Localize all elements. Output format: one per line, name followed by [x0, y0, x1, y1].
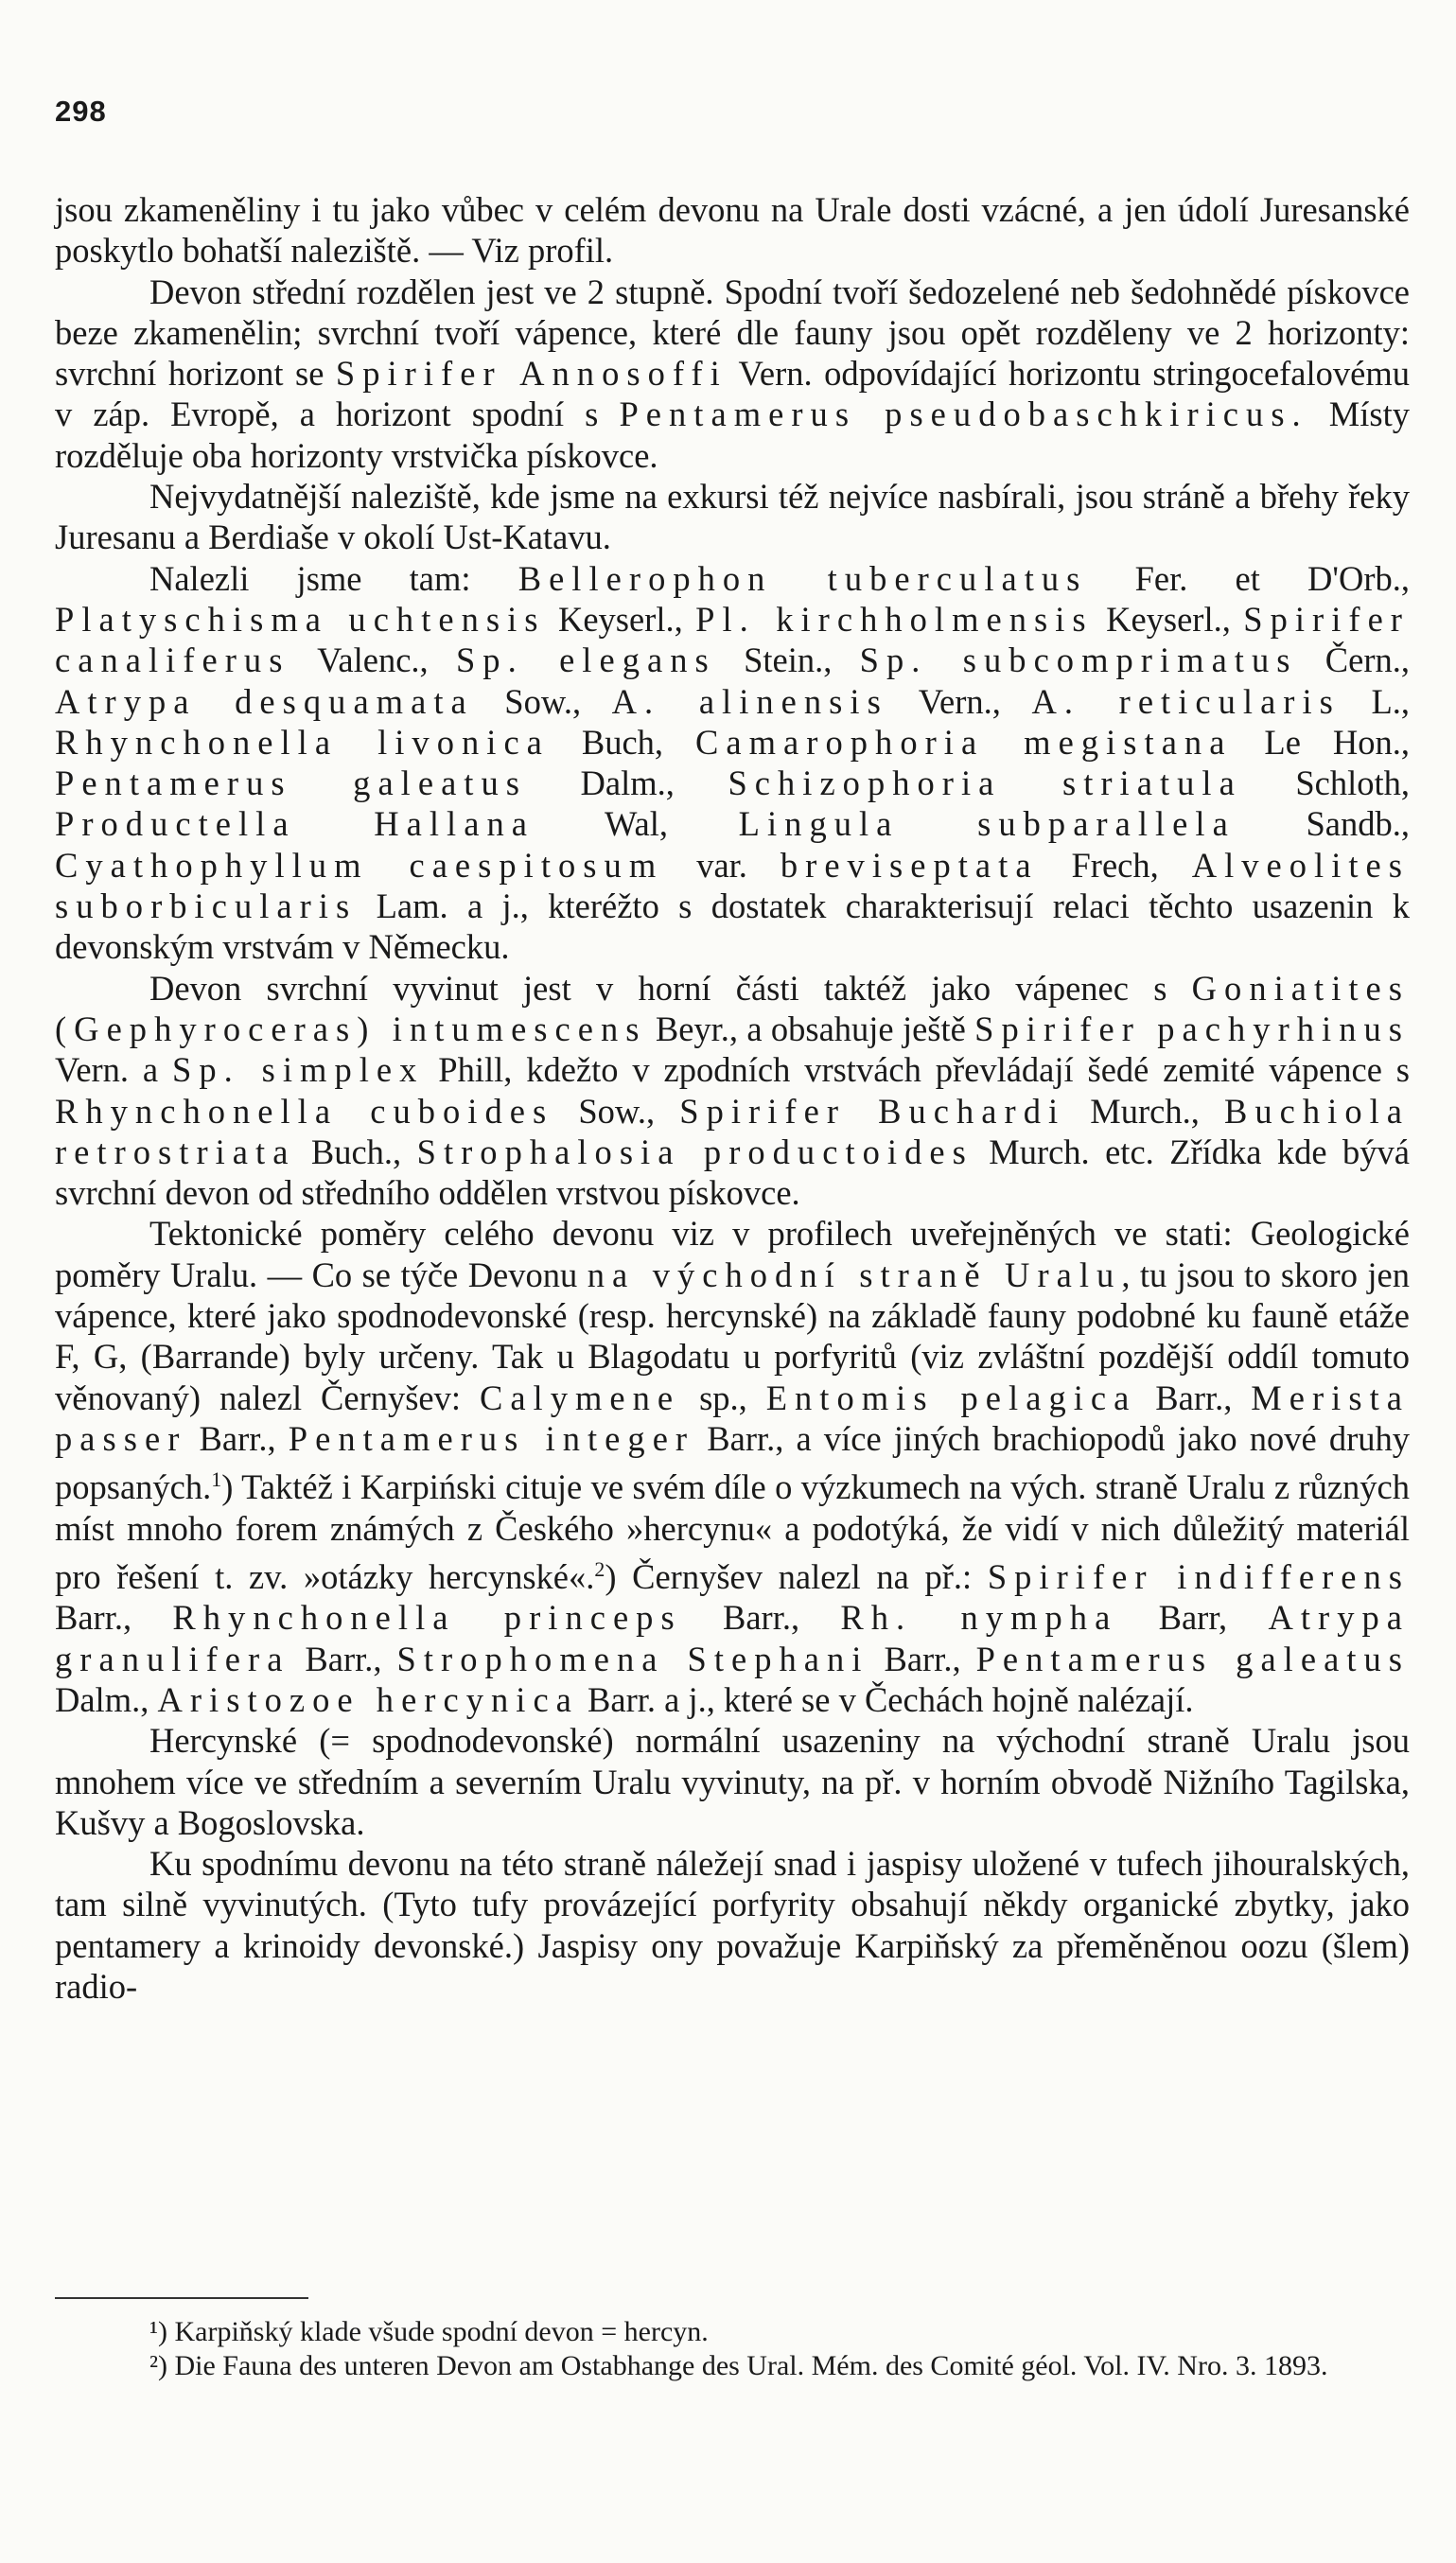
taxon-name: Cyathophyllum caespitosum [55, 845, 664, 885]
text-run: Čern., [1297, 641, 1410, 680]
taxon-name: Goniatites (Gephyroceras) intumescens [55, 968, 1410, 1048]
text-run: Vern. a [55, 1050, 172, 1090]
paragraph [55, 1843, 1410, 2007]
taxon-name: Aristozoe hercynica [157, 1680, 579, 1719]
taxon-name: Merista passer [55, 1378, 1410, 1458]
taxon-name: Rhynchonella cuboides [55, 1091, 554, 1131]
text-run: Devon svrchní vyvinut jest v horní části taktéž jako vápenec s [149, 968, 1192, 1008]
taxon-name: Pl. kirchholmensis [695, 599, 1094, 639]
text-run: Barr., [186, 1418, 289, 1458]
taxon-name: A. reticularis [1031, 681, 1341, 721]
taxon-name: Pentamerus galeatus [55, 764, 527, 803]
text-run: Stein., [715, 641, 860, 680]
taxon-name: Rh. nympha [840, 1598, 1118, 1638]
paragraph [55, 1720, 1410, 1843]
taxon-name: Spirifer pachyrhinus [974, 1009, 1410, 1048]
text-run: Vern., [887, 681, 1032, 721]
text-run: ) Černyšev nalezl na př.: [605, 1557, 988, 1597]
footnote-ref: 2 [594, 1556, 605, 1581]
taxon-name: Spirifer canaliferus [55, 599, 1410, 680]
taxon-name: Entomis pelagica [765, 1378, 1137, 1417]
taxon-name: Sp. simplex [171, 1050, 425, 1090]
text-run: Ku spodnímu devonu na této straně náležejí snad i jaspisy uložené v tufech jihouralských, tam silně vyvinutých. (Tyto tufy provázející porfyrity obsahují někdy organické zbytky, jako pentamery a krinoidy devonské.) Jaspisy ony považuje Karpiňský za přeměněnou oozu (šlem) radio- [55, 1844, 1410, 2007]
text-run: Tektonické poměry celého devonu viz v profilech uveřejněných ve stati: Geologické poměry Uralu. — Co se týče Devonu [55, 1214, 1410, 1294]
footnote [55, 2349, 1410, 2383]
text-run: Frech, [1038, 845, 1192, 885]
body-text [55, 189, 1410, 2007]
text-run: var. [663, 845, 781, 885]
taxon-name: Camarophoria megistana [695, 722, 1233, 762]
text-run: Barr., [868, 1639, 976, 1678]
footnote-divider [55, 2297, 308, 2299]
taxon-name: Rhynchonella princeps [172, 1598, 682, 1638]
taxon-name: Bellerophon tuberculatus [517, 558, 1088, 598]
text-run: Valenc., [289, 641, 456, 680]
paragraph [55, 558, 1410, 968]
taxon-name: Calymene [479, 1378, 681, 1417]
taxon-name: Strophomena Stephani [396, 1639, 869, 1678]
taxon-name: Productella Hallana [55, 804, 535, 844]
taxon-name: Schizophoria striatula [728, 764, 1242, 803]
text-run: Barr, [1117, 1598, 1269, 1638]
taxon-name: Buchiola retrostriata [55, 1091, 1411, 1171]
taxon-name: Pentamerus pseudobaschkiricus. [619, 395, 1308, 434]
text-run: Dalm., [527, 764, 728, 803]
taxon-name: Alveolites suborbicularis [55, 845, 1411, 926]
text-run: Lam. a j., kteréžto s dostatek charakterisují relaci těchto usazenin k devonským vrstvám v Německu. [55, 887, 1410, 967]
text-run: Murch., [1065, 1091, 1224, 1131]
footnote-text: ) Karpiňský klade všude spodní devon = hercyn. [158, 2316, 709, 2347]
text-run: Phill, kdežto v zpodních vrstvách převládají šedé zemité vápence s [424, 1050, 1410, 1090]
text-run: sp., [680, 1378, 766, 1417]
paragraph [55, 189, 1410, 272]
page-number: 298 [55, 95, 107, 128]
text-run: Místy rozděluje oba horizonty vrstvička pískovce. [55, 395, 1410, 475]
text-run: Devon střední rozdělen jest ve 2 stupně. Spodní tvoří šedozelené neb šedohnědé pískovce beze zkamenělin; svrchní tvoří vápence, které dle fauny jsou opět rozděleny ve 2 horizonty: svrchní horizont se [55, 272, 1410, 394]
taxon-name: Rhynchonella livonica [55, 722, 550, 762]
text-run: , tu jsou to skoro jen vápence, které jako spodnodevonské (resp. hercynské) na základě fauny podobné ku fauně etáže F, G, (Barrande) byly určeny. Tak u Blagodatu u porfyritů (viz zvláštní pozdější oddíl tomuto věnovaný) nalezl Černyšev: [55, 1255, 1410, 1417]
text-run: Barr., a více jiných brachiopodů jako nové druhy popsaných. [55, 1418, 1411, 1507]
paragraph [55, 476, 1410, 558]
text-run: Barr., [1136, 1378, 1252, 1417]
text-run: Nejvydatnější naleziště, kde jsme na exkursi též nejvíce nasbírali, jsou stráně a břehy řeky Juresanu a Berdiaše v okolí Ust-Katavu. [55, 477, 1410, 557]
taxon-name: Strophalosia productoides [416, 1132, 974, 1171]
footnote [55, 2315, 1410, 2349]
text-run: Sow., [473, 681, 612, 721]
taxon-name: Spirifer indifferens [987, 1557, 1410, 1597]
text-run: Beyr., a obsahuje ještě [646, 1009, 975, 1048]
taxon-name: Pentamerus galeatus [975, 1639, 1411, 1678]
paragraph [55, 968, 1410, 1214]
taxon-name: Platyschisma uchtensis [55, 599, 546, 639]
text-run: Buch, [549, 722, 696, 762]
taxon-name: Lingula subparallela [738, 804, 1236, 844]
text-run: Barr., [289, 1639, 397, 1678]
text-run: Le Hon., [1232, 722, 1410, 762]
taxon-name: Atrypa desquamata [55, 681, 474, 721]
paragraph [55, 1213, 1410, 1720]
taxon-name: Spirifer Annosoffi [335, 354, 728, 394]
text-run: jsou zkameněliny i tu jako vůbec v celém devonu na Urale dosti vzácné, a jen údolí Juresanské poskytlo bohatší naleziště. — Viz profil. [55, 190, 1410, 271]
taxon-name: Sp. elegans [455, 641, 716, 680]
text-run: Barr. a j., které se v Čechách hojně nalézají. [578, 1680, 1194, 1719]
taxon-name: Sp. subcomprimatus [859, 641, 1298, 680]
text-run: L., [1340, 681, 1411, 721]
text-run: ) Taktéž i Karpiński cituje ve svém díle o výzkumech na vých. straně Uralu z různých míst mnoho forem známých z Českého »hercynu« a podotýká, že vidí v nich důležitý materiál pro řešení t. zv. »otázky hercynské«. [55, 1467, 1410, 1597]
text-run: Nalezli jsme tam: [149, 558, 518, 598]
text-run: Murch. etc. Zřídka kde bývá svrchní devon od středního oddělen vrstvou pískovce. [55, 1132, 1410, 1213]
taxon-name: Pentamerus integer [288, 1418, 695, 1458]
text-run: Schloth, [1241, 764, 1411, 803]
taxon-name: Spirifer Buchardi [679, 1091, 1066, 1131]
text-run: Sandb., [1235, 804, 1410, 844]
taxon-name: breviseptata [780, 845, 1039, 885]
footnote-ref: 1 [211, 1467, 222, 1492]
text-run: Sow., [553, 1091, 680, 1131]
taxon-name: na východní straně Uralu [587, 1255, 1122, 1294]
taxon-name: A. alinensis [611, 681, 888, 721]
text-run: Barr., [681, 1598, 841, 1638]
text-run: Wal, [534, 804, 739, 844]
text-run: Fer. et D'Orb., [1087, 558, 1410, 598]
footnote-mark: ² [149, 2350, 158, 2381]
footnotes [55, 2315, 1410, 2383]
paragraph [55, 272, 1410, 476]
text-run: Hercynské (= spodnodevonské) normální usazeniny na východní straně Uralu jsou mnohem více ve středním a severním Uralu vyvinuty, na př. v horním obvodě Nižního Tagilska, Kušvy a Bogoslovska. [55, 1721, 1410, 1842]
footnote-mark: ¹ [149, 2316, 158, 2347]
text-run: Buch., [295, 1132, 417, 1171]
text-run: Keyserl., [545, 599, 696, 639]
text-run: Vern. odpovídající horizontu stringocefalovému v záp. Evropě, a horizont spodní s [55, 354, 1410, 434]
text-run: Barr., [55, 1598, 173, 1638]
text-run: Keyserl., [1093, 599, 1244, 639]
footnote-text: ) Die Fauna des unteren Devon am Ostabhange des Ural. Mém. des Comité géol. Vol. IV. Nro. 3. 1893. [158, 2350, 1328, 2381]
taxon-name: Atrypa granulifera [55, 1598, 1410, 1678]
text-run: Dalm., [55, 1680, 158, 1719]
